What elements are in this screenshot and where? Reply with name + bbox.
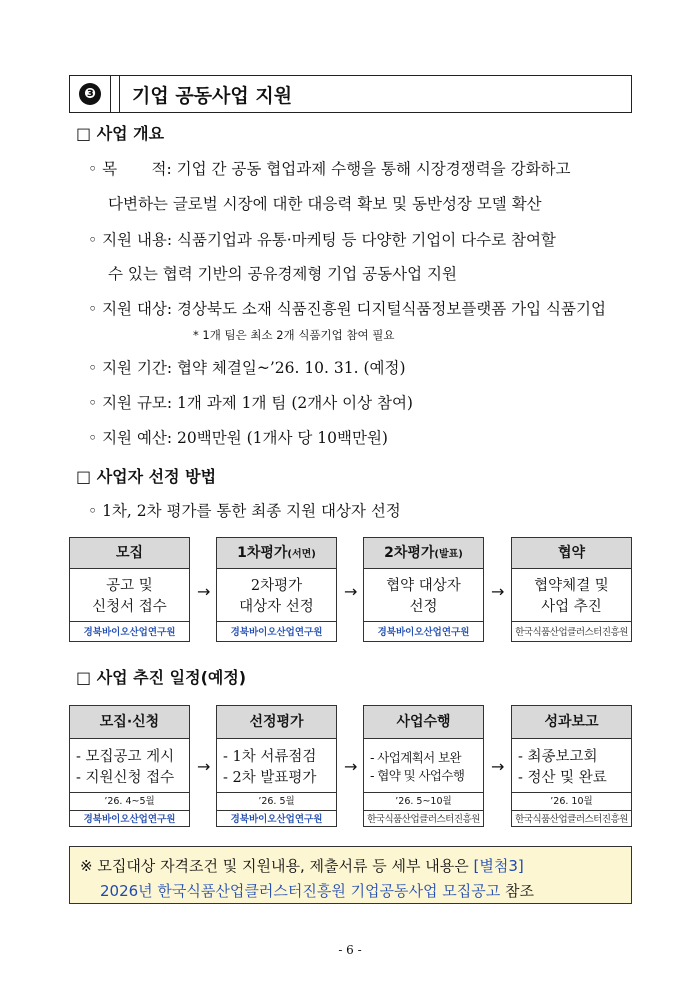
- stage-title-sub: (서면): [287, 549, 316, 560]
- stage-line-2: - 2차 발표평가: [223, 769, 317, 786]
- selection-stage: [511, 537, 632, 642]
- content-line-1: ◦ 지원 내용: 식품기업과 유통·마케팅 등 다양한 기업이 다수로 참여할: [88, 231, 556, 249]
- stage-date: ’26. 5월: [217, 793, 336, 811]
- stage-line-1: - 1차 서류점검: [223, 748, 317, 765]
- stage-org: 한국식품산업클러스터진흥원: [515, 814, 628, 825]
- stage-line-1: 협약체결 및: [534, 578, 609, 594]
- schedule-stage: [216, 705, 337, 827]
- stage-title: 2차평가: [384, 545, 435, 561]
- section-number-badge: ❸: [79, 83, 101, 105]
- stage-title: 선정평가: [217, 706, 336, 739]
- stage-org: 경북바이오산업연구원: [377, 627, 470, 638]
- notice-text-1: ※ 모집대상 자격조건 및 지원내용, 제출서류 등 세부 내용은: [80, 857, 474, 875]
- selection-desc: ◦ 1차, 2차 평가를 통한 최종 지원 대상자 선정: [88, 502, 401, 520]
- stage-line-2: 대상자 선정: [239, 599, 314, 615]
- section-title-box: [69, 75, 632, 113]
- notice-text-2: 참조: [500, 882, 534, 900]
- stage-org: 한국식품산업클러스터진흥원: [367, 814, 480, 825]
- title-divider: [111, 76, 120, 112]
- stage-title-sub: (발표): [434, 549, 463, 560]
- stage-line-1: 협약 대상자: [386, 578, 461, 594]
- notice-line-1: [80, 855, 524, 876]
- stage-line-1: 2차평가: [250, 578, 303, 594]
- stage-line-1: - 모집공고 게시: [76, 748, 175, 765]
- selection-heading: □ 사업자 선정 방법: [76, 467, 217, 486]
- stage-date: ’26. 4~5월: [70, 793, 189, 811]
- arrow-icon: →: [491, 582, 505, 601]
- content-line-2: 수 있는 협력 기반의 공유경제형 기업 공동사업 지원: [108, 265, 457, 283]
- stage-date: ’26. 5~10월: [364, 793, 483, 811]
- scale-line: ◦ 지원 규모: 1개 과제 1개 팀 (2개사 이상 참여): [88, 394, 413, 412]
- stage-title: 성과보고: [512, 706, 631, 739]
- section-title: 기업 공동사업 지원: [132, 84, 293, 107]
- arrow-icon: →: [197, 757, 211, 776]
- target-line: ◦ 지원 대상: 경상북도 소재 식품진흥원 디지털식품정보플랫폼 가입 식품기업: [88, 300, 606, 318]
- stage-org: 경북바이오산업연구원: [83, 627, 176, 638]
- arrow-icon: →: [344, 582, 358, 601]
- stage-line-1: - 사업계획서 보완: [370, 749, 461, 765]
- purpose-line-2: 다변하는 글로벌 시장에 대한 대응력 확보 및 동반성장 모델 확산: [108, 195, 542, 213]
- arrow-icon: →: [197, 582, 211, 601]
- notice-box: [69, 846, 632, 904]
- stage-line-2: 신청서 접수: [92, 599, 167, 615]
- stage-org: 경북바이오산업연구원: [83, 814, 176, 825]
- schedule-stage: [363, 705, 484, 827]
- stage-title: 모집: [115, 545, 144, 561]
- schedule-stage: [511, 705, 632, 827]
- stage-line-2: 선정: [409, 599, 438, 615]
- stage-org: 한국식품산업클러스터진흥원: [515, 627, 628, 638]
- selection-stage: [69, 537, 190, 642]
- notice-attachment-ref: [별첨3]: [473, 857, 524, 875]
- arrow-icon: →: [491, 757, 505, 776]
- budget-line: ◦ 지원 예산: 20백만원 (1개사 당 10백만원): [88, 429, 388, 447]
- stage-date: ’26. 10월: [512, 793, 631, 811]
- notice-announcement-title: 2026년 한국식품산업클러스터진흥원 기업공동사업 모집공고: [100, 882, 501, 900]
- page-number: - 6 -: [338, 943, 362, 957]
- overview-heading: □ 사업 개요: [76, 124, 165, 143]
- stage-title: 사업수행: [364, 706, 483, 739]
- stage-org: 경북바이오산업연구원: [230, 814, 323, 825]
- stage-title: 협약: [557, 545, 586, 561]
- arrow-icon: →: [344, 757, 358, 776]
- section-number: [70, 76, 111, 112]
- selection-flow: [69, 537, 632, 642]
- period-line: ◦ 지원 기간: 협약 체결일~’26. 10. 31. (예정): [88, 359, 406, 377]
- selection-stage: [363, 537, 484, 642]
- stage-line-2: 사업 추진: [541, 599, 602, 615]
- schedule-flow: [69, 705, 632, 827]
- purpose-line-1: ◦ 목 적: 기업 간 공동 협업과제 수행을 통해 시장경쟁력을 강화하고: [88, 160, 571, 178]
- selection-stage: [216, 537, 337, 642]
- target-note: * 1개 팀은 최소 2개 식품기업 참여 필요: [193, 328, 395, 342]
- stage-title: 모집·신청: [70, 706, 189, 739]
- stage-title: 1차평가: [237, 545, 288, 561]
- stage-org: 경북바이오산업연구원: [230, 627, 323, 638]
- stage-line-2: - 정산 및 완료: [518, 769, 607, 786]
- schedule-stage: [69, 705, 190, 827]
- schedule-heading: □ 사업 추진 일정(예정): [76, 668, 247, 687]
- notice-line-2: [100, 880, 534, 901]
- stage-line-1: 공고 및: [106, 578, 153, 594]
- stage-line-1: - 최종보고회: [518, 748, 598, 765]
- stage-line-2: - 협약 및 사업수행: [370, 767, 465, 783]
- stage-line-2: - 지원신청 접수: [76, 769, 175, 786]
